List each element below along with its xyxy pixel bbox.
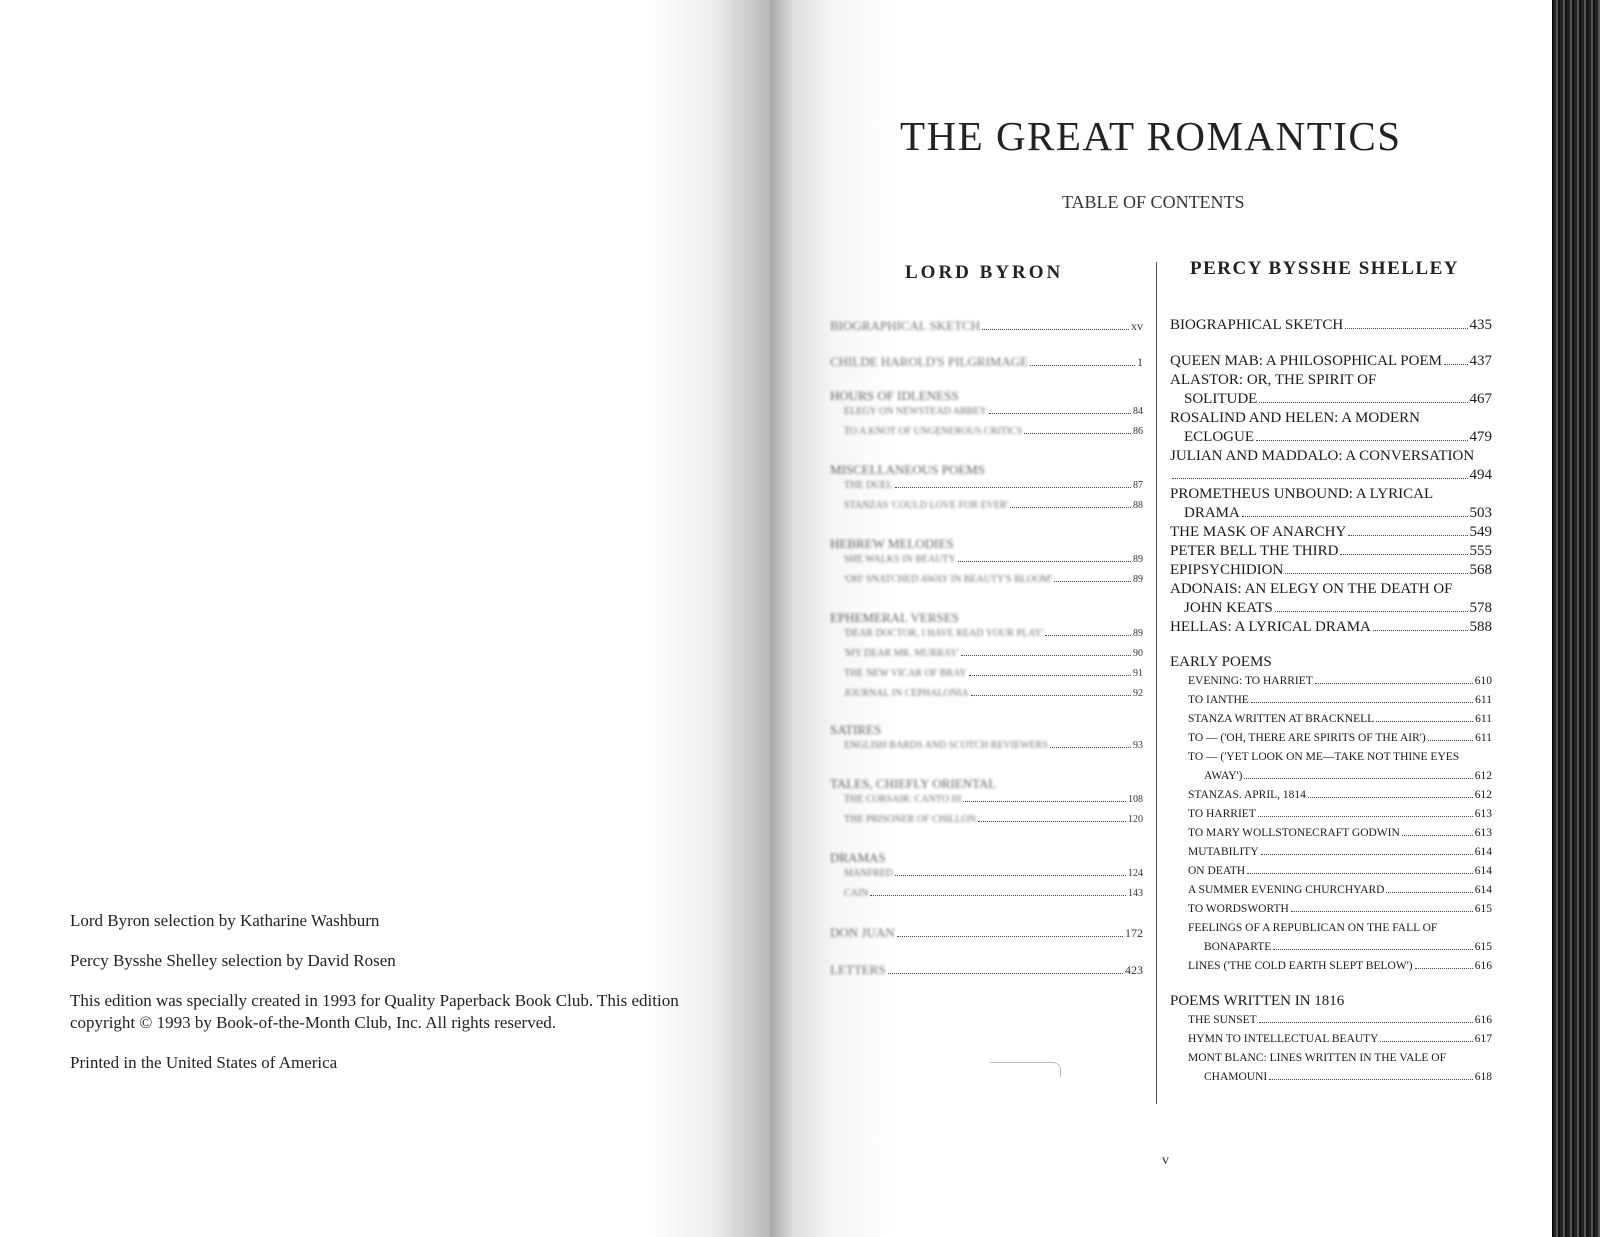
toc-entry: TO A KNOT OF UNGENEROUS CRITICS 86 xyxy=(844,426,1143,437)
column-divider xyxy=(1156,262,1157,1104)
toc-entry: STANZAS. APRIL, 1814 612 xyxy=(1188,789,1492,801)
toc-entry: HYMN TO INTELLECTUAL BEAUTY 617 xyxy=(1188,1033,1492,1045)
toc-entry: MUTABILITY 614 xyxy=(1188,846,1492,858)
toc-entry: 494 xyxy=(1170,466,1492,485)
toc-entry: LETTERS 423 xyxy=(830,962,1143,977)
toc-entry: SOLITUDE 467 xyxy=(1184,391,1492,407)
toc-section-label: SATIRES xyxy=(830,722,882,737)
credit-byron: Lord Byron selection by Katharine Washburn xyxy=(70,911,380,930)
toc-entry: CAIN 143 xyxy=(844,888,1143,899)
toc-section-label: HEBREW MELODIES xyxy=(830,536,954,551)
toc-entry: PETER BELL THE THIRD 555 xyxy=(1170,543,1492,559)
toc-entry: TO MARY WOLLSTONECRAFT GODWIN 613 xyxy=(1188,827,1492,839)
toc-entry: THE DUEL 87 xyxy=(844,480,1143,491)
credits-block xyxy=(70,910,680,1092)
toc-entry: TO WORDSWORTH 615 xyxy=(1188,903,1492,915)
toc-entry: BONAPARTE 615 xyxy=(1204,941,1492,953)
byron-heading: LORD BYRON xyxy=(905,262,1064,283)
toc-entry: STANZA WRITTEN AT BRACKNELL 611 xyxy=(1188,713,1492,725)
page-edges xyxy=(1552,0,1600,1237)
toc-entry: 'DEAR DOCTOR, I HAVE READ YOUR PLAY' 89 xyxy=(844,628,1143,639)
credit-shelley: Percy Bysshe Shelley selection by David Rosen xyxy=(70,951,396,970)
toc-entry: ALASTOR: OR, THE SPIRIT OF xyxy=(1170,372,1377,388)
toc-entry: JOHN KEATS 578 xyxy=(1184,600,1492,616)
toc-entry: TO — ('YET LOOK ON ME—TAKE NOT THINE EYES xyxy=(1188,751,1460,763)
toc-entry: STANZAS 'COULD LOVE FOR EVER' 88 xyxy=(844,500,1143,511)
page-blemish xyxy=(990,1062,1061,1077)
copyright-notice: This edition was specially created in 1993 for Quality Paperback Book Club. This edition copyright © 1993 by Book-of-the-Month Club, Inc. All rights reserved. xyxy=(70,991,679,1032)
toc-entry: FEELINGS OF A REPUBLICAN ON THE FALL OF xyxy=(1188,922,1438,934)
toc-entry: JOURNAL IN CEPHALONIA 92 xyxy=(844,688,1143,699)
toc-entry: LINES ('THE COLD EARTH SLEPT BELOW') 616 xyxy=(1188,960,1492,972)
toc-entry: CHILDE HAROLD'S PILGRIMAGE 1 xyxy=(830,354,1143,369)
toc-section-label: HOURS OF IDLENESS xyxy=(830,388,959,403)
toc-entry: ON DEATH 614 xyxy=(1188,865,1492,877)
toc-heading: TABLE OF CONTENTS xyxy=(1062,192,1245,212)
book-title: THE GREAT ROMANTICS xyxy=(900,113,1402,159)
page-number: v xyxy=(1162,1153,1169,1168)
toc-entry: DRAMA 503 xyxy=(1184,505,1492,521)
toc-entry: BIOGRAPHICAL SKETCH 435 xyxy=(1170,317,1492,333)
toc-entry: THE CORSAIR: CANTO III 108 xyxy=(844,794,1143,805)
toc-section-label: MISCELLANEOUS POEMS xyxy=(830,462,985,477)
toc-entry: ENGLISH BARDS AND SCOTCH REVIEWERS 93 xyxy=(844,740,1143,751)
toc-entry: MANFRED 124 xyxy=(844,868,1143,879)
toc-entry: JULIAN AND MADDALO: A CONVERSATION xyxy=(1170,448,1475,464)
toc-section-label: EPHEMERAL VERSES xyxy=(830,610,959,625)
toc-entry: 'MY DEAR MR. MURRAY' 90 xyxy=(844,648,1143,659)
toc-entry: AWAY') 612 xyxy=(1204,770,1492,782)
toc-entry: THE SUNSET 616 xyxy=(1188,1014,1492,1026)
toc-section-label: TALES, CHIEFLY ORIENTAL xyxy=(830,776,997,791)
toc-entry: THE PRISONER OF CHILLON 120 xyxy=(844,814,1143,825)
toc-entry: SHE WALKS IN BEAUTY 89 xyxy=(844,554,1143,565)
byron-toc xyxy=(830,318,1143,982)
toc-section-label: EARLY POEMS xyxy=(1170,654,1272,670)
toc-entry: BIOGRAPHICAL SKETCH xv xyxy=(830,318,1143,333)
toc-entry: THE NEW VICAR OF BRAY 91 xyxy=(844,668,1143,679)
toc-entry: THE MASK OF ANARCHY 549 xyxy=(1170,524,1492,540)
toc-section-label: POEMS WRITTEN IN 1816 xyxy=(1170,993,1345,1009)
toc-entry: EPIPSYCHIDION 568 xyxy=(1170,562,1492,578)
toc-entry: ECLOGUE 479 xyxy=(1184,429,1492,445)
shelley-toc xyxy=(1170,316,1492,1087)
toc-entry: TO IANTHE 611 xyxy=(1188,694,1492,706)
toc-entry: ROSALIND AND HELEN: A MODERN xyxy=(1170,410,1421,426)
toc-entry: ELEGY ON NEWSTEAD ABBEY 84 xyxy=(844,406,1143,417)
toc-entry: TO — ('OH, THERE ARE SPIRITS OF THE AIR') 611 xyxy=(1188,732,1492,744)
printed-in: Printed in the United States of America xyxy=(70,1053,338,1072)
toc-entry: DON JUAN 172 xyxy=(830,925,1143,940)
toc-entry: TO HARRIET 613 xyxy=(1188,808,1492,820)
toc-entry: PROMETHEUS UNBOUND: A LYRICAL xyxy=(1170,486,1434,502)
toc-entry: MONT BLANC: LINES WRITTEN IN THE VALE OF xyxy=(1188,1052,1447,1064)
toc-entry: ADONAIS: AN ELEGY ON THE DEATH OF xyxy=(1170,581,1453,597)
toc-entry: A SUMMER EVENING CHURCHYARD 614 xyxy=(1188,884,1492,896)
toc-entry: HELLAS: A LYRICAL DRAMA 588 xyxy=(1170,619,1492,635)
left-page xyxy=(0,0,770,1237)
toc-section-label: DRAMAS xyxy=(830,850,886,865)
toc-entry: EVENING: TO HARRIET 610 xyxy=(1188,675,1492,687)
toc-entry: 'OH! SNATCHED AWAY IN BEAUTY'S BLOOM' 89 xyxy=(844,574,1143,585)
toc-entry: QUEEN MAB: A PHILOSOPHICAL POEM 437 xyxy=(1170,353,1492,369)
shelley-heading: PERCY BYSSHE SHELLEY xyxy=(1190,258,1459,279)
toc-entry: CHAMOUNI 618 xyxy=(1204,1071,1492,1083)
